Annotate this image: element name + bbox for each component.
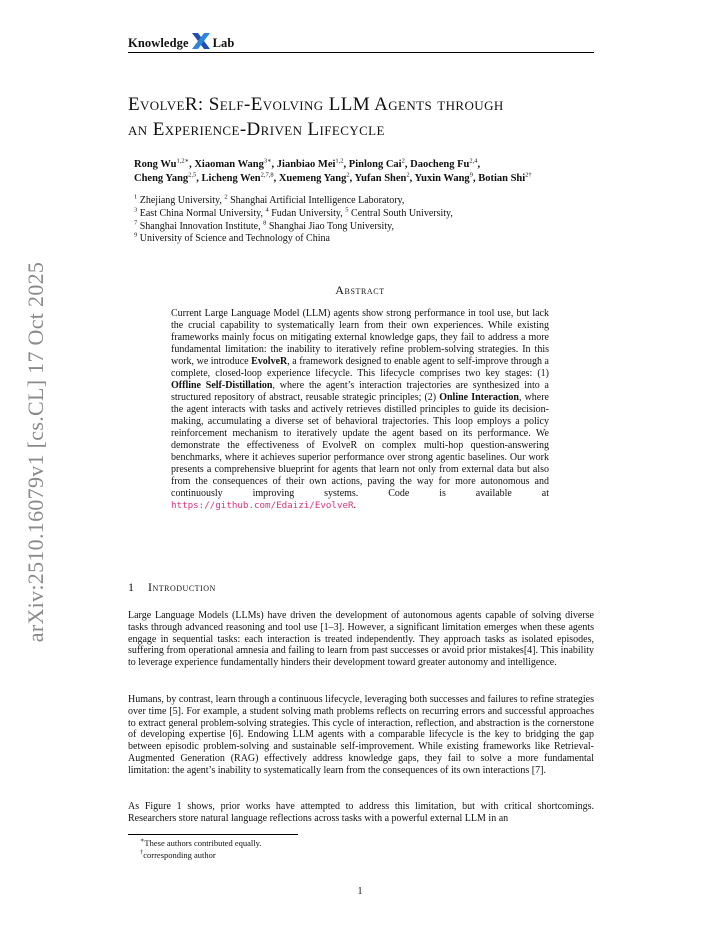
footnote-mark: † (140, 849, 144, 857)
author-sup: 2 (401, 157, 405, 165)
abstract-heading: Abstract (335, 283, 385, 297)
author-sup: 1,2 (176, 157, 185, 165)
affiliations (134, 195, 604, 246)
page-header (128, 32, 594, 53)
affil-sup: 4 (265, 206, 269, 214)
code-link[interactable]: https://github.com/Edaizi/EvolveR (171, 500, 354, 511)
title-line-1: EvolveR: Self-Evolving LLM Agents through (128, 94, 504, 115)
abstract-text: . (353, 500, 357, 511)
footnote-text: corresponding author (143, 850, 216, 860)
author: Licheng Wen (201, 173, 261, 184)
author-sup: 2,7,8 (260, 171, 274, 179)
affil-sup: 2 (224, 193, 228, 201)
footnote-1 (140, 838, 261, 848)
section-title: Introduction (148, 580, 216, 594)
affil-text: Zhejiang University, (137, 195, 225, 206)
footnote-2 (140, 850, 216, 860)
author-sup: 1,2 (335, 157, 344, 165)
knowledge-lab-logo (128, 34, 234, 52)
affil-text: Shanghai Artificial Intelligence Laboratory, (227, 195, 405, 206)
abstract-text: Current Large Language Model (LLM) agents show strong performance in tool use, but lack the crucial capability to systematically learn from their own experiences. While existing frameworks mainly focus on mitigating external knowledge gaps, they fail to address a more fundamental limitation: the inability to iteratively refine problem-solving strategies. In this work, we introduce (171, 308, 549, 367)
author-sup: 9 (469, 171, 473, 179)
author-sup: 2,4 (469, 157, 478, 165)
author: Xiaoman Wang (194, 159, 264, 170)
affil-sup: 5 (345, 206, 349, 214)
intro-paragraph-1: Large Language Models (LLMs) have driven the development of autonomous agents capable of solving diverse tasks through advanced reasoning and tool use [1–3]. However, a significant limitation emerges when these agents engage in sequential tasks: each interaction is treated independently. They approach tasks as isolated episodes, suffering from operational amnesia and failing to learn from past successes or avoid prior mistakes[4]. This inability to leverage experience fundamentally hinders their development toward greater autonomy and intelligence. (128, 610, 594, 669)
author: Yufan Shen (354, 173, 407, 184)
author-sup: 3∗ (263, 157, 272, 165)
abstract-text: , a framework designed to enable agent to self-improve through a complete, closed-loop experience lifecycle. This lifecycle comprises two key stages: (1) (171, 356, 549, 379)
author-sup: 2,5 (188, 171, 197, 179)
affil-text: East China Normal University, (137, 207, 266, 219)
affiliation-line (134, 208, 604, 221)
x-logo-icon (191, 32, 211, 50)
author-sup: ∗ (184, 157, 190, 165)
abstract-bold: EvolveR (251, 356, 288, 367)
section-number: 1 (128, 580, 134, 594)
affiliation-line (134, 195, 604, 208)
author-sup: 2 (346, 171, 350, 179)
affiliation-line (134, 233, 604, 246)
logo-text-right: Lab (212, 35, 235, 50)
author-list: Rong $Wu^{1,2∗}$, Xiaoman Wang$^{3∗}$, Jianbiao Mei$^{1,2}$, Pinlong Cai$^2$, Daocheng Fu$^{2,4}$, Cheng Yang$^{2,5}$, Licheng Wen$^{2,7,8}$, Xuemeng Yang$^2$, Yufan Shen$^2$, Yuxin Wang$^9$, Botian Shi$^{2\dagger}$ (134, 157, 532, 184)
affil-text: Shanghai Jiao Tong University, (266, 220, 394, 232)
logo-text-left: Knowledge (128, 35, 189, 50)
affil-sup: 7 (134, 219, 138, 227)
author: Rong Wu (134, 159, 177, 170)
author: Botian Shi (478, 173, 526, 184)
author: Jianbiao Mei (276, 159, 336, 170)
affiliation-line (134, 221, 604, 234)
abstract-body (171, 308, 549, 512)
arxiv-stamp: arXiv:2510.16079v1 [cs.CL] 17 Oct 2025 (23, 261, 48, 643)
author-sup: 2 (406, 171, 410, 179)
affil-sup: 1 (134, 193, 138, 201)
footnote-text: These authors contributed equally. (144, 838, 262, 848)
author-sup: 2† (525, 171, 532, 179)
intro-paragraph-2: Humans, by contrast, learn through a continuous lifecycle, leveraging both successes and failures to refine strategies over time [5]. For example, a student solving math problems reflects on recurring errors and successful approaches to extract general problem-solving strategies. This cycle of interaction, reflection, and abstraction is the cornerstone of developing expertise [6]. Endowing LLM agents with a comparable lifecycle is the key to bridging the gap between episodic problem-solving and sustainable self-improvement. While existing frameworks like Retrieval-Augmented Generation (RAG) effectively address knowledge gaps, they fail to solve a more fundamental limitation: the agent’s inability to systematically learn from the consequences of its own interactions [7]. (128, 694, 594, 776)
author: Xuemeng Yang (278, 173, 347, 184)
abstract-text: , where the agent’s interaction trajectories are synthesized into a structured repository of abstract, reusable strategic principles; (2) (171, 380, 549, 403)
abstract-bold: Offline Self-Distillation (171, 380, 273, 391)
footnote-mark: ∗ (140, 837, 145, 845)
author: Yuxin Wang (414, 173, 470, 184)
affil-sup: 3 (134, 206, 138, 214)
abstract-text: , where the agent interacts with tasks and actively retrieves distilled principles to guide its decision-making, accumulating a diverse set of behavioral trajectories. This loop employs a policy reinforcement mechanism to iteratively update the agent based on its performance. We demonstrate the effectiveness of EvolveR on complex multi-hop question-answering benchmarks, where it achieves superior performance over strong agentic baselines. Our work presents a comprehensive blueprint for agents that learn not only from external data but also from the consequences of their own actions, paving the way for more autonomous and continuously improving systems. Code is available at (171, 392, 550, 499)
intro-paragraph-3: As Figure 1 shows, prior works have attempted to address this limitation, but with critical shortcomings. Researchers store natural language reflections across tasks with a powerful external LLM in an (128, 801, 594, 824)
abstract-bold: Online Interaction (439, 392, 519, 403)
affil-sup: 9 (134, 232, 138, 240)
page-number: 1 (357, 886, 363, 897)
author: Cheng Yang (134, 173, 189, 184)
affil-text: Fudan University, (268, 207, 346, 219)
section-heading (128, 580, 216, 595)
affil-text: University of Science and Technology of China (137, 233, 330, 245)
author: Daocheng Fu (410, 159, 470, 170)
title-line-2: an Experience-Driven Lifecycle (128, 119, 385, 140)
footnote-rule (128, 834, 298, 835)
paper-title (128, 92, 598, 142)
affil-sup: 8 (263, 219, 267, 227)
affil-text: Central South University, (348, 207, 453, 219)
author: Pinlong Cai (348, 159, 402, 170)
affil-text: Shanghai Innovation Institute, (137, 220, 264, 232)
